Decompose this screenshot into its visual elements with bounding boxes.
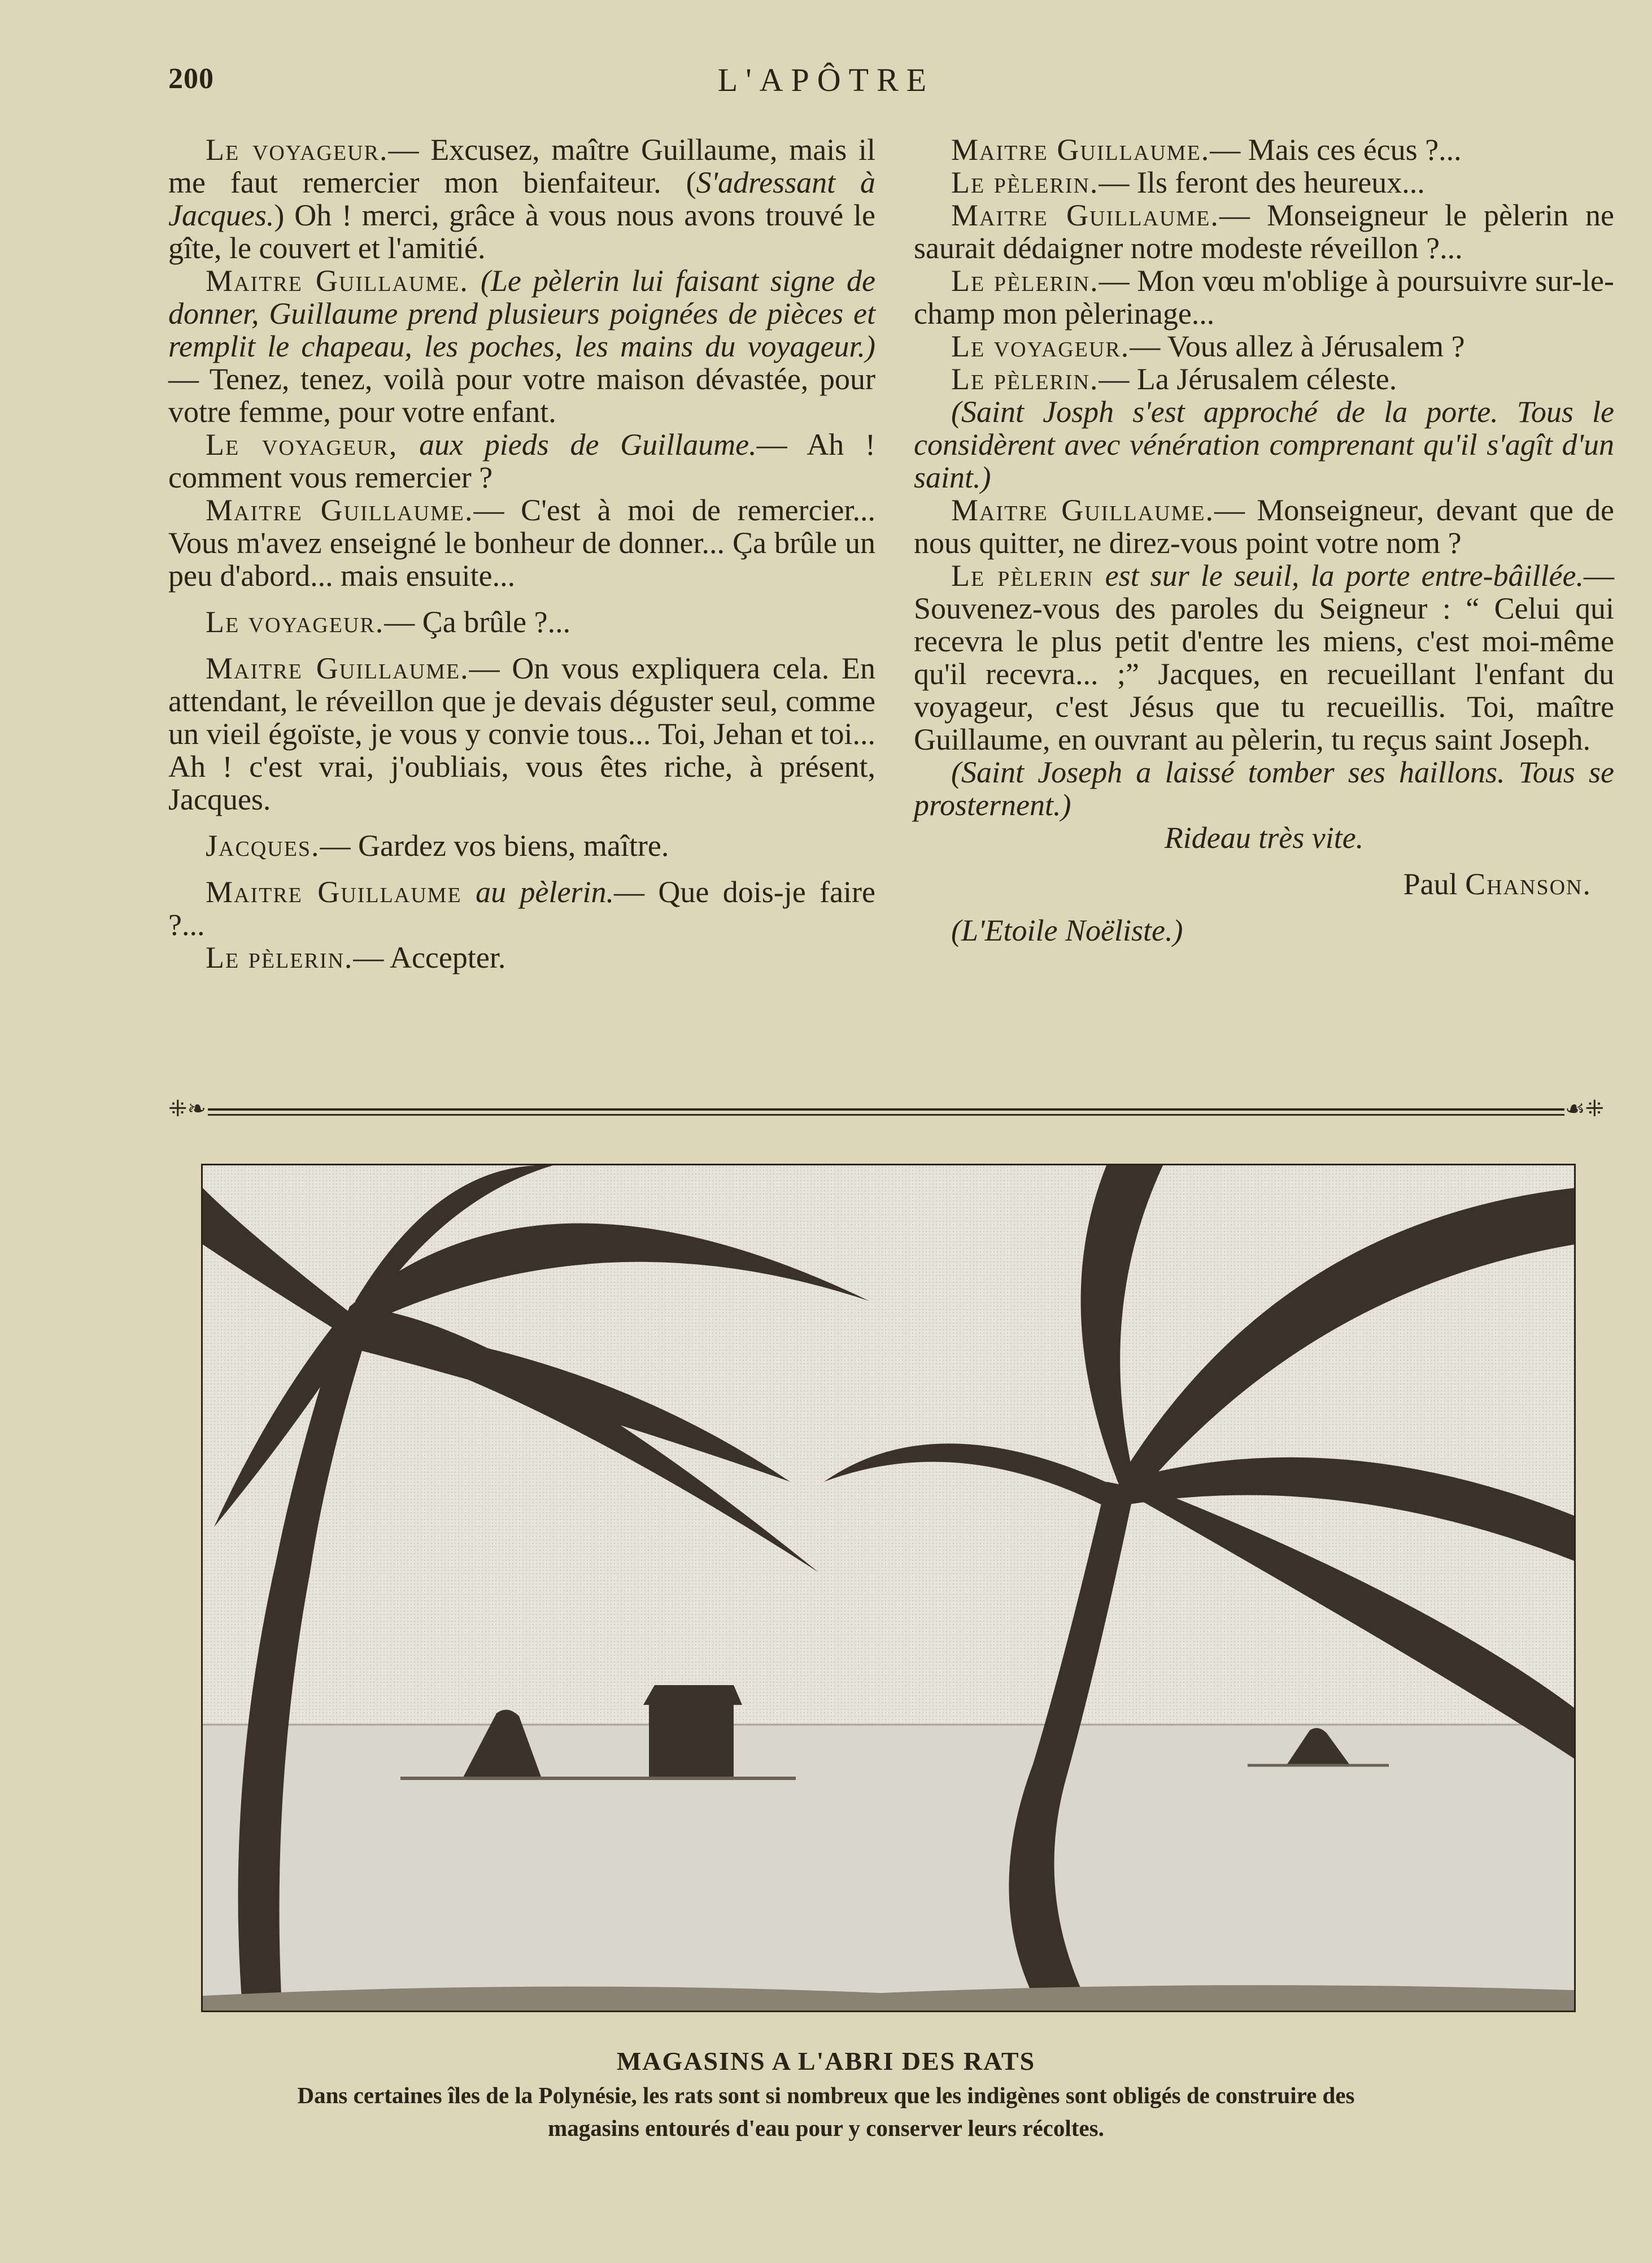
right-column bbox=[914, 133, 1614, 947]
left-column bbox=[168, 133, 875, 974]
fleuron-icon: ⁜❧ bbox=[168, 1096, 207, 1122]
dialogue-paragraph: Le voyageur.— Ça brûle ?... bbox=[206, 605, 571, 639]
stage-direction: (Saint Josph s'est approché de la porte. Tous le considèrent avec vénération comprenant qu'il s'agît d'un saint.) bbox=[914, 395, 1614, 494]
fleuron-icon: ☙⁜ bbox=[1564, 1096, 1604, 1122]
dialogue-paragraph: Le pèlerin.— La Jérusalem céleste. bbox=[951, 362, 1397, 396]
dialogue-paragraph: Le voyageur.— Excusez, maître Guillaume, mais il me faut remercier mon bienfaiteur. (S'adressant à Jacques.) Oh ! merci, grâce à vous nous avons trouvé le gîte, le couvert et l'amitié. bbox=[168, 133, 875, 265]
curtain-direction: Rideau très vite. bbox=[1164, 821, 1364, 855]
dialogue-paragraph: Maitre Guillaume. (Le pèlerin lui faisant signe de donner, Guillaume prend plusieurs poignées de pièces et remplit le chapeau, les poches, les mains du voyageur.) — Tenez, tenez, voilà pour votre maison dévastée, pour votre femme, pour votre enfant. bbox=[168, 264, 875, 429]
palm-island-photograph bbox=[201, 1164, 1576, 2012]
dialogue-paragraph: Le pèlerin.— Accepter. bbox=[206, 941, 506, 974]
dialogue-paragraph: Maitre Guillaume.— On vous expliquera cela. En attendant, le réveillon que je devais déguster seul, comme un vieil égoïste, je vous y convie tous... Toi, Jehan et toi... Ah ! c'est vrai, j'oubliais, vous êtes riche, à présent, Jacques. bbox=[168, 651, 875, 816]
dialogue-paragraph: Le pèlerin est sur le seuil, la porte entre-bâillée.— Souvenez-vous des paroles du Seigneur : “ Celui qui recevra le plus petit d'entre les miens, c'est moi-même qu'il recevra... ;” Jacques, en recueillant l'enfant du voyageur, c'est Jésus que tu recueillis. Toi, maître Guillaume, en ouvrant au pèlerin, tu reçus saint Joseph. bbox=[914, 559, 1614, 756]
dialogue-paragraph: Maitre Guillaume.— C'est à moi de remercier... Vous m'avez enseigné le bonheur de donner... Ça brûle un peu d'abord... mais ensuite... bbox=[168, 493, 875, 593]
caption-title: MAGASINS A L'ABRI DES RATS bbox=[616, 2047, 1036, 2075]
dialogue-paragraph: Le voyageur.— Vous allez à Jérusalem ? bbox=[951, 329, 1465, 363]
stage-direction: (Saint Joseph a laissé tomber ses haillons. Tous se prosternent.) bbox=[914, 755, 1614, 822]
dialogue-paragraph: Jacques.— Gardez vos biens, maître. bbox=[206, 829, 669, 863]
dialogue-paragraph: Maitre Guillaume.— Monseigneur, devant que de nous quitter, ne direz-vous point votre nom ? bbox=[914, 493, 1614, 560]
page-number: 200 bbox=[168, 63, 214, 95]
ornamental-rule bbox=[168, 1096, 1604, 1122]
dialogue-paragraph: Maitre Guillaume.— Mais ces écus ?... bbox=[951, 133, 1462, 167]
photo-illustration bbox=[203, 1165, 1574, 2010]
author-signature: Paul Chanson. bbox=[1403, 867, 1592, 901]
dialogue-paragraph: Le pèlerin.— Mon vœu m'oblige à poursuivre sur-le-champ mon pèlerinage... bbox=[914, 264, 1614, 330]
caption-text: Dans certaines îles de la Polynésie, les rats sont si nombreux que les indigènes sont obligés de construire des magasins entourés d'eau pour y conserver leurs récoltes. bbox=[297, 2082, 1355, 2141]
running-title: L'APÔTRE bbox=[717, 62, 935, 98]
dialogue-paragraph: Le voyageur, aux pieds de Guillaume.— Ah ! comment vous remercier ? bbox=[168, 428, 875, 494]
dialogue-paragraph: Maitre Guillaume.— Monseigneur le pèlerin ne saurait dédaigner notre modeste réveillon ?... bbox=[914, 198, 1614, 265]
dialogue-paragraph: Le pèlerin.— Ils feront des heureux... bbox=[951, 166, 1425, 199]
source-credit: (L'Etoile Noëliste.) bbox=[951, 913, 1183, 947]
dialogue-paragraph: Maitre Guillaume au pèlerin.— Que dois-je faire ?... bbox=[168, 875, 875, 942]
